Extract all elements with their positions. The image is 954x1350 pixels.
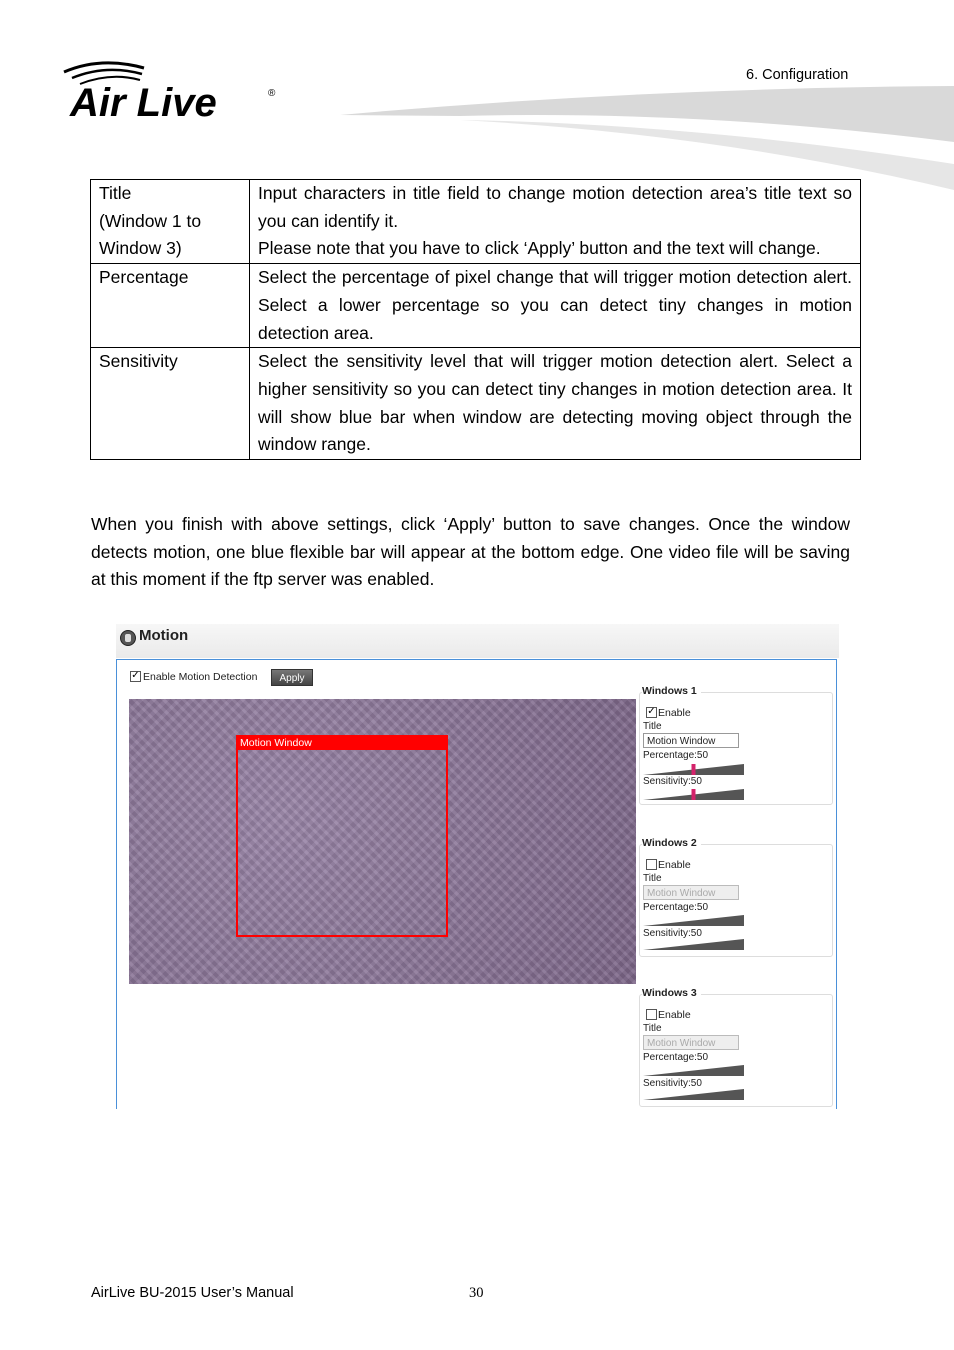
apply-button[interactable]: Apply bbox=[271, 669, 313, 686]
window-enable-checkbox[interactable] bbox=[646, 1009, 657, 1020]
param-description: Select the sensitivity level that will trigger motion detection alert. Select a higher sensitivity so you can detect tiny changes in motion detection area. It will show blue bar when window are detecting moving object through the window range. bbox=[250, 348, 861, 460]
param-name: Title (Window 1 to Window 3) bbox=[91, 180, 250, 264]
sensitivity-slider[interactable] bbox=[643, 939, 744, 950]
windows-2-group bbox=[639, 837, 833, 957]
percentage-slider[interactable] bbox=[643, 1065, 744, 1076]
table-row bbox=[91, 348, 861, 460]
body-paragraph: When you finish with above settings, click ‘Apply’ button to save changes. Once the window detects motion, one blue flexible bar will appear at the bottom edge. One video file will be saving at this moment if the ftp server was enabled. bbox=[91, 514, 850, 590]
section-title: Motion bbox=[139, 627, 189, 644]
chapter-title: 6. Configuration bbox=[746, 67, 849, 83]
param-name: Sensitivity bbox=[91, 348, 250, 460]
section-header bbox=[116, 624, 839, 658]
param-description: Input characters in title field to change motion detection area’s title text so you can identify it. Please note that you have to click ‘Apply’ button and the text will change. bbox=[250, 180, 861, 264]
group-title: Windows 1 bbox=[642, 685, 701, 697]
group-title: Windows 2 bbox=[642, 837, 701, 849]
svg-text:®: ® bbox=[268, 88, 276, 99]
window-enable-checkbox[interactable]: ✓ bbox=[647, 706, 656, 717]
param-name: Percentage bbox=[91, 264, 250, 348]
percentage-slider[interactable] bbox=[643, 764, 744, 775]
window-enable-checkbox[interactable] bbox=[646, 859, 657, 870]
sensitivity-label: Sensitivity:50 bbox=[643, 928, 702, 939]
window-title-input[interactable]: Motion Window bbox=[643, 885, 739, 900]
motion-window-label: Motion Window bbox=[238, 737, 446, 750]
airlive-logo bbox=[56, 58, 286, 120]
page-number: 30 bbox=[469, 1285, 484, 1301]
title-label: Title bbox=[643, 721, 662, 732]
video-preview bbox=[129, 699, 636, 984]
title-label: Title bbox=[643, 873, 662, 884]
windows-3-group bbox=[639, 987, 833, 1107]
motion-window-region[interactable] bbox=[236, 735, 448, 937]
percentage-slider[interactable] bbox=[643, 915, 744, 926]
sensitivity-slider[interactable] bbox=[643, 789, 744, 800]
window-title-input[interactable]: Motion Window bbox=[643, 733, 739, 748]
enable-motion-label: Enable Motion Detection bbox=[143, 671, 258, 683]
sensitivity-slider[interactable] bbox=[643, 1089, 744, 1100]
motion-panel bbox=[116, 659, 837, 1109]
title-label: Title bbox=[643, 1023, 662, 1034]
header-swoosh bbox=[340, 80, 954, 195]
slider-thumb bbox=[692, 764, 696, 775]
group-title: Windows 3 bbox=[642, 987, 701, 999]
windows-1-group bbox=[639, 685, 833, 805]
parameters-table bbox=[90, 179, 861, 460]
percentage-label: Percentage:50 bbox=[643, 902, 709, 913]
enable-label: Enable bbox=[658, 1009, 691, 1021]
slider-thumb bbox=[692, 789, 696, 800]
param-description: Select the percentage of pixel change that will trigger motion detection alert. Select a lower percentage so you can detect tiny changes in motion detection area. bbox=[250, 264, 861, 348]
table-row bbox=[91, 264, 861, 348]
window-title-input[interactable]: Motion Window bbox=[643, 1035, 739, 1050]
enable-label: Enable bbox=[658, 859, 691, 871]
sensitivity-label: Sensitivity:50 bbox=[643, 776, 702, 787]
percentage-label: Percentage:50 bbox=[643, 750, 709, 761]
enable-motion-checkbox[interactable]: ✓ bbox=[131, 670, 140, 681]
table-row bbox=[91, 180, 861, 264]
sensitivity-label: Sensitivity:50 bbox=[643, 1078, 702, 1089]
camera-icon bbox=[120, 630, 136, 646]
percentage-label: Percentage:50 bbox=[643, 1052, 709, 1063]
svg-text:Air Live: Air Live bbox=[70, 81, 217, 120]
enable-label: Enable bbox=[658, 707, 691, 719]
footer-manual-title: AirLive BU-2015 User’s Manual bbox=[91, 1285, 294, 1301]
motion-settings-screenshot bbox=[116, 624, 839, 1108]
